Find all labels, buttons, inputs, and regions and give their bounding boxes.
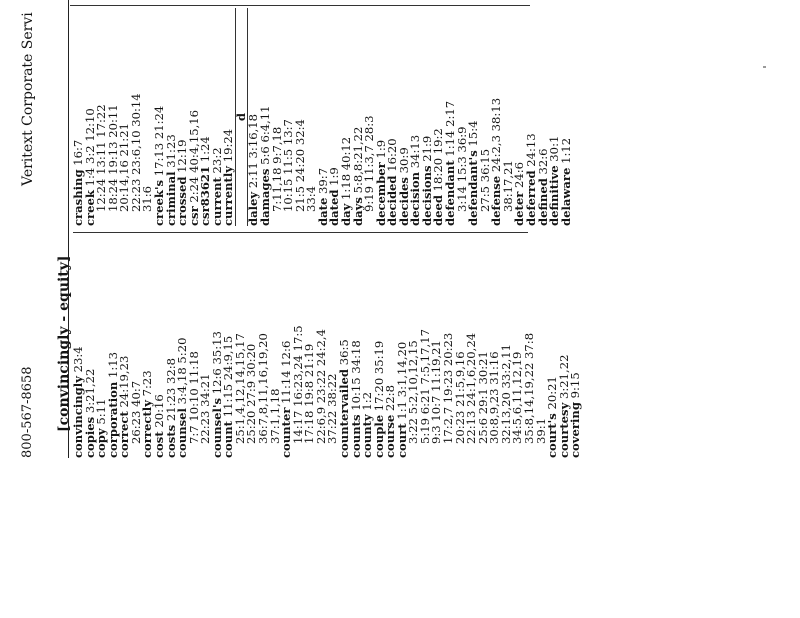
index-line: 37:1,1,18 xyxy=(267,388,282,444)
index-line: 35:8,14,19,22 37:8 xyxy=(521,332,536,444)
index-line: definitive 30:1 xyxy=(547,135,562,226)
index-line: 20:14,16 21:21 xyxy=(117,123,132,212)
index-line: count 11:15 24:9,15 xyxy=(221,335,236,458)
index-line: crashing 16:7 xyxy=(71,139,85,226)
index-line: creek's 17:13 21:24 xyxy=(151,105,166,226)
index-line: 33:4 xyxy=(304,185,319,212)
index-line: decides 30:9 xyxy=(396,147,411,226)
index-line: 9:19 11:3,7 28:3 xyxy=(362,115,377,212)
index-line: daley 2:11 3:16,18 xyxy=(246,113,261,226)
index-line: copy 5:11 xyxy=(94,398,109,458)
index-line: deed 18:20 19:2 xyxy=(431,128,446,226)
index-line: 36:7,8,11,16,19,20 xyxy=(256,333,270,444)
section-letter: d xyxy=(235,8,249,226)
page-header: [convincingly - equity] xyxy=(56,255,72,432)
index-line: damages 5:6 6:4,11 xyxy=(258,105,272,226)
index-line: 3:22 5:2,10,12,15 xyxy=(406,340,421,444)
index-line: decision 34:13 xyxy=(408,134,423,226)
index-line: 5:19 6:21 7:5,17,17 xyxy=(417,329,432,444)
index-line: 22:13 24:1,6,20,24 xyxy=(464,332,479,444)
index-line: deferred 24:13 xyxy=(523,133,538,226)
index-line: county 1:2 xyxy=(360,391,375,458)
footer-company: Veritext Corporate Servi xyxy=(20,12,36,186)
index-line: 10:15 11:5 13:7 xyxy=(281,119,296,212)
index-line: corporation 1:13 xyxy=(105,351,120,458)
index-line: delaware 1:12 xyxy=(558,137,573,226)
index-line: 3:14 15:3 36:9 xyxy=(454,126,469,212)
index-line: 30:8,9,23 31:16 xyxy=(487,351,502,444)
index-line: counsel 3:4,18 5:20 xyxy=(175,337,190,458)
index-line: 34:5,6,11,12,19 xyxy=(510,351,525,444)
index-line: 32:13,20 33:2,11 xyxy=(498,343,513,444)
index-line: days 5:8,8:21,22 xyxy=(350,126,365,226)
index-line: 7:7 10:10 11:18 xyxy=(186,351,201,444)
index-line: crossed 12:19 xyxy=(175,139,190,226)
index-line: deter 24:6 xyxy=(512,161,527,226)
index-line: defendant 1:14 2:17 xyxy=(443,100,457,226)
index-line: counsel's 12:6 35:13 xyxy=(209,331,224,458)
index-line: 17:18 19:8 21:19 xyxy=(302,343,317,444)
index-line: countervailed 36:5 xyxy=(336,339,351,458)
index-line: 18:24 19:13 20:11 xyxy=(105,104,120,212)
index-line: 17:2,7 19:23 20:23 xyxy=(441,332,455,444)
index-line: courtesy 3:21,22 xyxy=(556,354,571,458)
index-line: couple 17:20 35:19 xyxy=(371,340,386,458)
index-line: 22:23 23:6,10 30:14 xyxy=(128,93,143,212)
index-line: 27:5 36:15 xyxy=(477,148,492,212)
index-line: 14:17 16:23,24 17:5 xyxy=(290,325,305,444)
index-line: costs 21:23 32:8 xyxy=(163,357,178,458)
index-line: 31:6 xyxy=(140,185,155,212)
index-line: 37:22 38:22 xyxy=(325,373,340,444)
index-line: convincingly 23:4 xyxy=(71,346,85,458)
index-line: december 1:9 xyxy=(373,139,388,226)
index-line: 20:23 21:5,9,16 xyxy=(452,351,467,444)
index-line: defined 32:6 xyxy=(535,148,550,226)
index-line: defendant's 15:4 xyxy=(466,120,481,226)
footer-phone: 800-567-8658 xyxy=(20,366,35,458)
index-line: 25:1,4,12,14,15,17 xyxy=(232,333,247,444)
index-line: course 22:8 xyxy=(383,385,398,458)
index-line: defense 24:2,3 38:13 xyxy=(489,97,504,226)
index-line: decisions 21:9 xyxy=(419,135,434,226)
index-line: decided 16:20 xyxy=(385,138,400,226)
index-line: court's 20:21 xyxy=(545,376,560,458)
index-line: 39:1 xyxy=(533,417,548,444)
index-line: correctly 7:23 xyxy=(140,370,155,458)
index-line: csr 2:24 40:4,15,16 xyxy=(186,109,201,226)
index-line: 21:5 24:20 32:4 xyxy=(292,119,307,212)
index-line: cost 20:16 xyxy=(151,394,166,458)
index-line: court 1:1 3:1,14,20 xyxy=(394,341,409,458)
index-line: creek 1:4 3:2 12:10 xyxy=(82,108,97,226)
index-line: csr83621 1:24 xyxy=(198,136,213,226)
index-line: 22:23 34:21 xyxy=(198,373,213,444)
index-line: 12:24 13:11 17:22 xyxy=(94,104,109,212)
index-line: 22:6,9 23:22 24:2,4 xyxy=(313,329,328,444)
index-line: 25:20 27:9 30:20 xyxy=(244,343,259,444)
index-line: correct 24:19,23 xyxy=(117,355,132,458)
index-line: counts 10:15 34:18 xyxy=(348,340,363,458)
index-line: criminal 31:23 xyxy=(163,134,178,226)
index-line: 7:11,18 9:7,18 xyxy=(269,126,284,212)
index-line: dated 1:9 xyxy=(327,167,342,226)
index-line: copies 3:21,22 xyxy=(82,368,97,458)
index-line: current 23:2 xyxy=(209,147,224,226)
index-line: 9:3 10:7 11:19,21 xyxy=(429,340,444,444)
index-line: covering 9:15 xyxy=(568,372,583,458)
index-line: 26:23 40:7 xyxy=(128,380,143,444)
index-line: date 39:7 xyxy=(315,167,330,226)
index-line: currently 19:24 xyxy=(221,128,236,226)
index-line: 38:17,21 xyxy=(500,160,515,212)
index-line: day 1:18 40:12 xyxy=(338,136,353,226)
index-line: 25:6 29:1 30:21 xyxy=(475,351,490,444)
index-line: counter 11:14 12:6 xyxy=(279,340,294,458)
